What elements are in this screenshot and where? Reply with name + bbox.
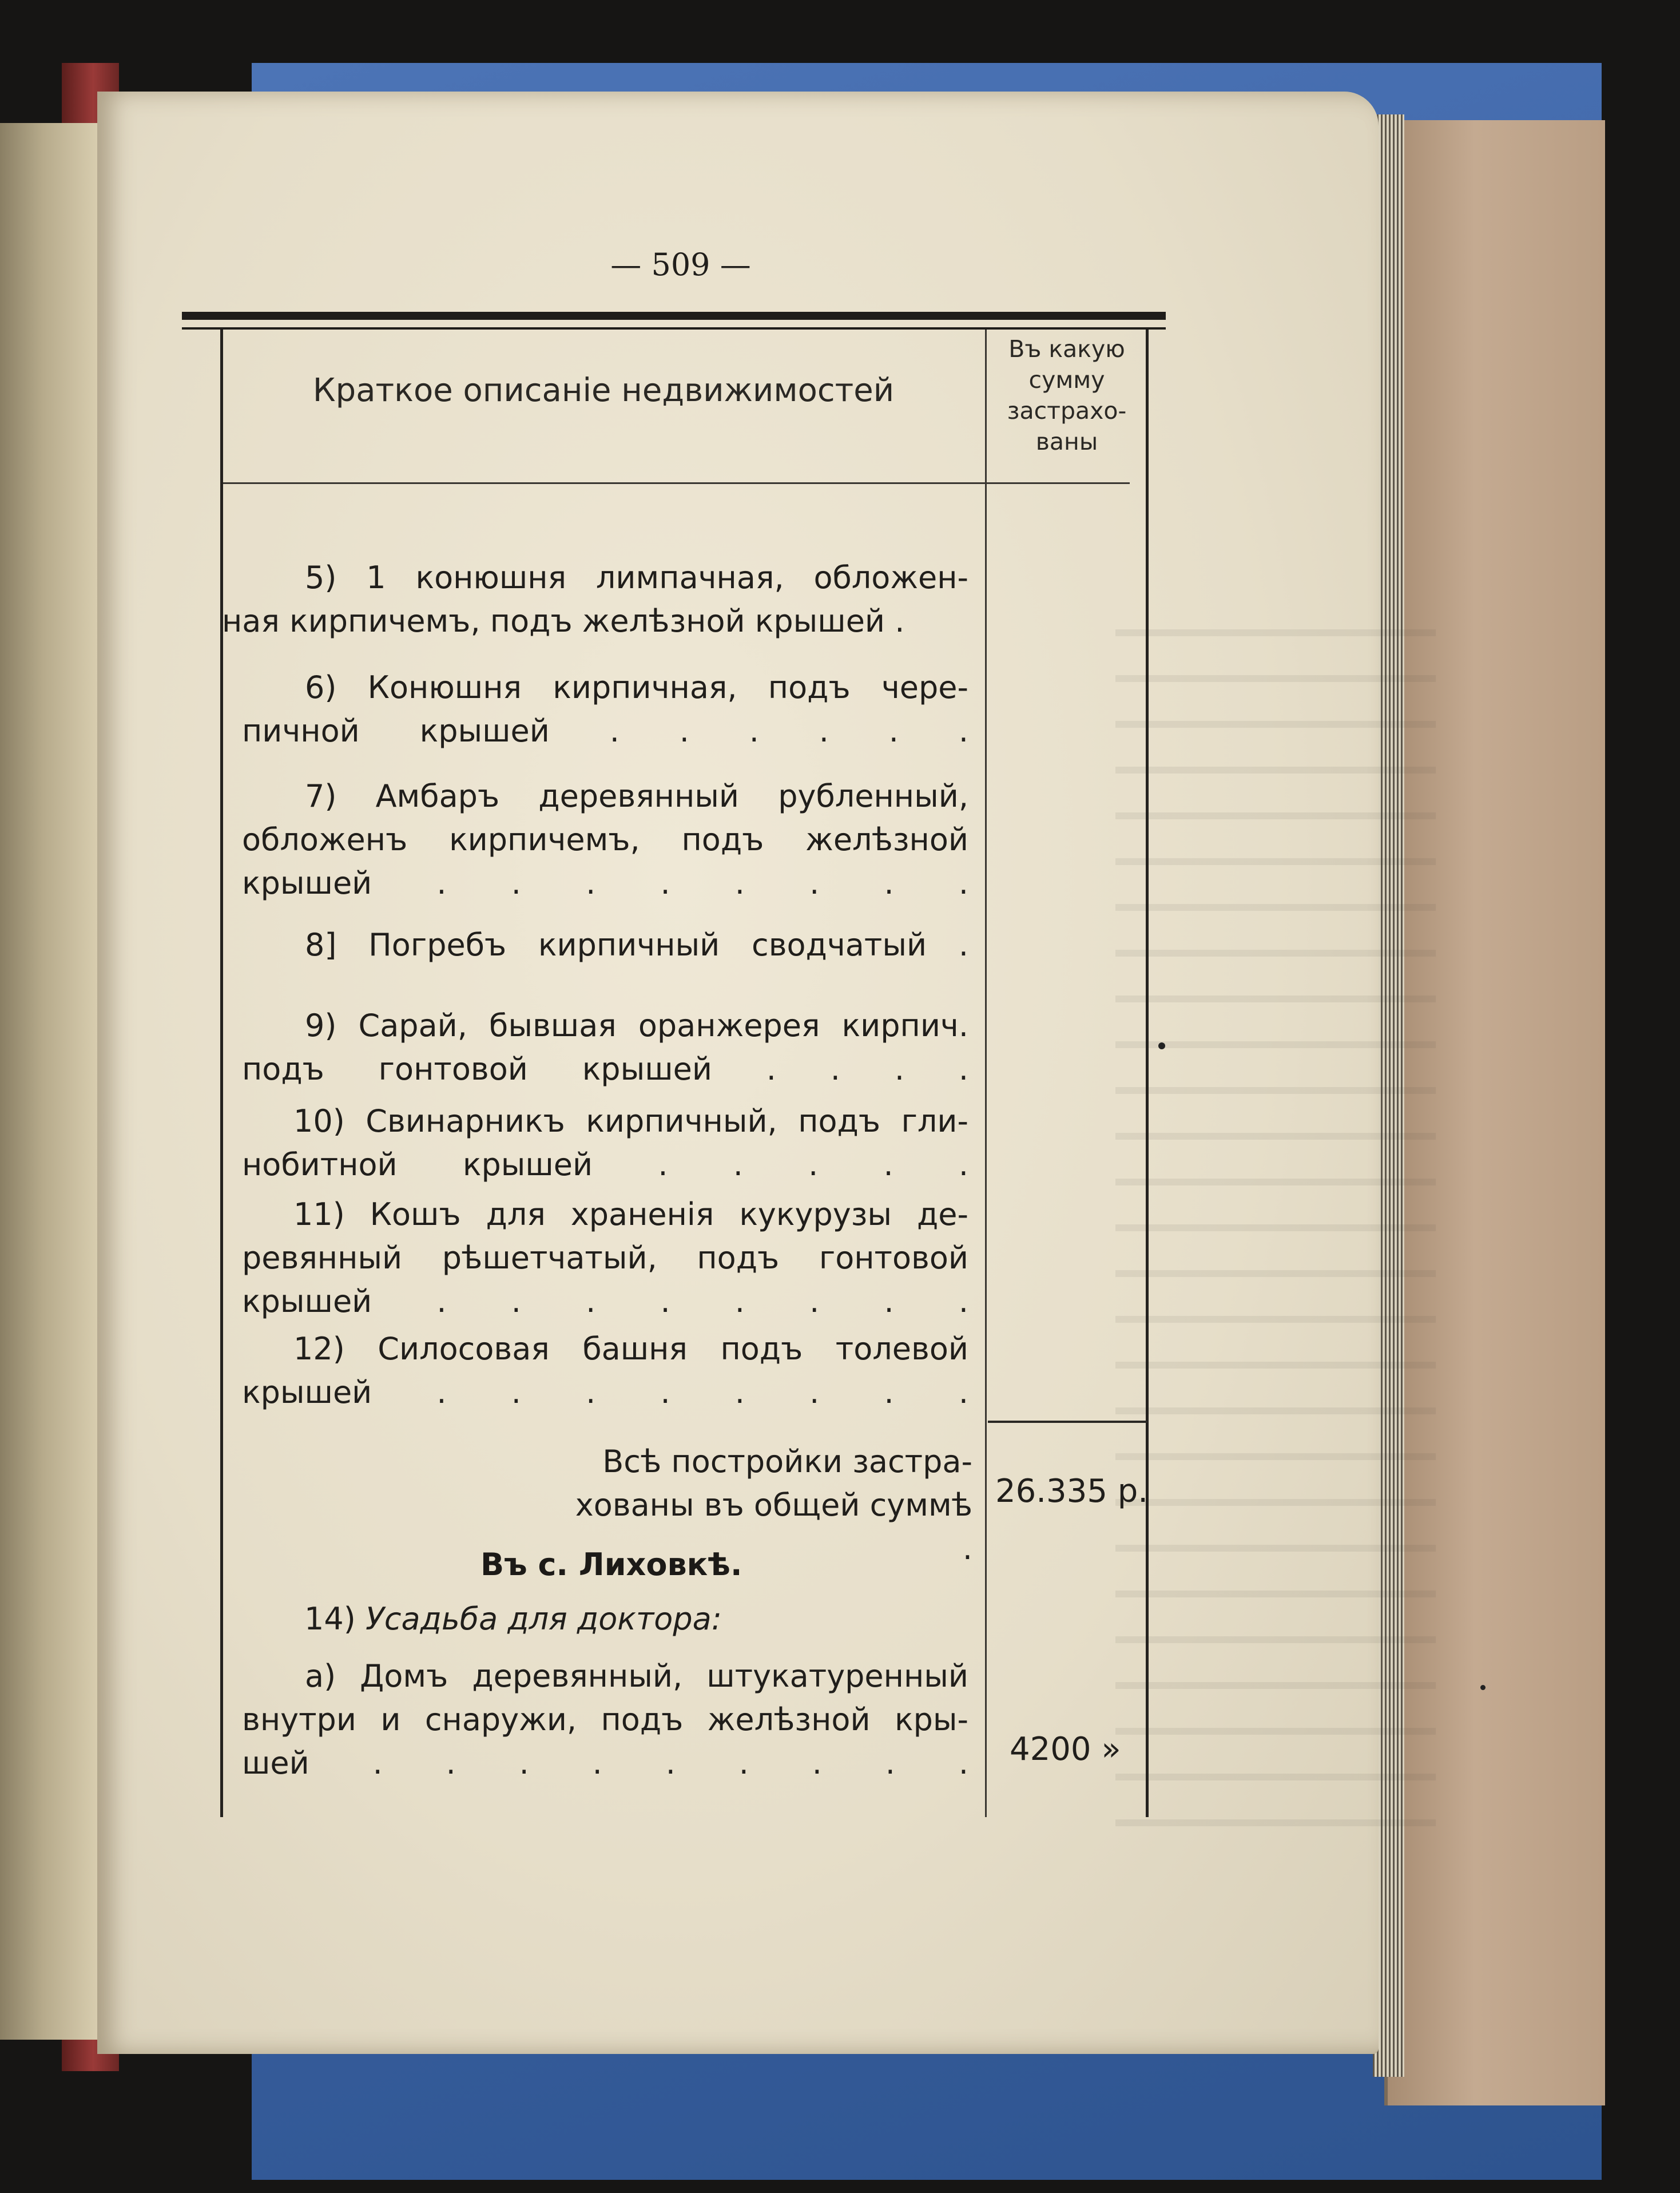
- entry-7: 7) Амбаръ деревянный рубленный, обложенъ кирпичемъ, подъ желѣзной крышей . . . . . . . .: [242, 778, 968, 901]
- entry-6: 6) Конюшня кирпичная, подъ чере- пичной крышей . . . . . .: [242, 669, 968, 749]
- total-description: Всѣ постройки застра- хованы въ общей суммѣ .: [575, 1444, 972, 1567]
- section-heading: Въ с. Лиховкѣ.: [480, 1546, 742, 1583]
- section-sub-item: а) Домъ деревянный, штукатуренный внутри и снаружи, подъ желѣзной кры- шей . . . . . . . . .: [242, 1658, 968, 1781]
- entry-5: 5) 1 конюшня лимпачная, обложен- ная кирпичемъ, подъ желѣзной крышей .: [222, 560, 968, 639]
- column-divider: [985, 330, 987, 1817]
- entry-10: 10) Свинарникъ кирпичный, подъ гли- нобитной крышей . . . . .: [242, 1103, 968, 1183]
- header-divider: [220, 482, 1130, 484]
- ink-speck: [1480, 1685, 1486, 1690]
- table-top-rule-thin: [182, 327, 1166, 330]
- entry-11: 11) Кошъ для храненія кукурузы де- ревянный рѣшетчатый, подъ гонтовой крышей . . . . . . . .: [242, 1196, 968, 1319]
- sub-item-amount: 4200 »: [1010, 1731, 1121, 1768]
- column-header-description: Краткое описаніе недвижимостей: [312, 372, 895, 409]
- entry-8: 8] Погребъ кирпичный сводчатый .: [305, 927, 968, 963]
- page-number: — 509 —: [610, 247, 751, 283]
- show-through-text: [1115, 606, 1436, 1865]
- ink-speck: [1158, 1042, 1165, 1049]
- total-amount: 26.335 р.: [995, 1473, 1149, 1510]
- table-top-rule: [182, 312, 1166, 320]
- column-header-amount: Въ какую сумму застрахо- ваны: [1007, 335, 1127, 455]
- table-right-border: [1146, 330, 1149, 1817]
- entry-9: 9) Сарай, бывшая оранжерея кирпич. подъ гонтовой крышей . . . .: [242, 1008, 968, 1087]
- left-page-edge: [0, 123, 97, 2040]
- section-item-title: 14) Усадьба для доктора:: [304, 1601, 722, 1637]
- entry-12: 12) Силосовая башня подъ толевой крышей . . . . . . . .: [242, 1331, 968, 1410]
- total-rule: [988, 1421, 1148, 1423]
- table-left-border: [220, 330, 223, 1817]
